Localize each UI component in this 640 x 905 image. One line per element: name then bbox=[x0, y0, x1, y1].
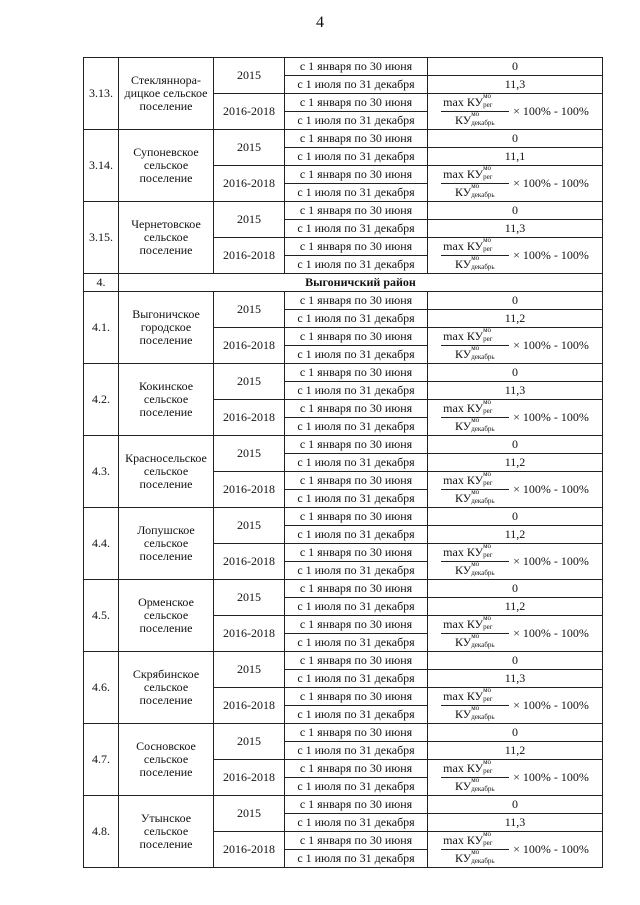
formula-denominator-indices bbox=[471, 704, 495, 722]
period-cell: с 1 июля по 31 декабря bbox=[285, 184, 428, 202]
period-cell: с 1 июля по 31 декабря bbox=[285, 418, 428, 436]
formula-fraction bbox=[441, 689, 509, 723]
value-cell: 0 bbox=[428, 130, 603, 148]
period-cell: с 1 июля по 31 декабря bbox=[285, 562, 428, 580]
year-cell: 2015 bbox=[214, 724, 285, 760]
formula-sup: мо bbox=[483, 93, 492, 100]
growth-formula bbox=[428, 545, 602, 579]
formula-denominator bbox=[455, 490, 495, 506]
formula-denominator-indices bbox=[471, 848, 495, 866]
value-cell: 11,2 bbox=[428, 454, 603, 472]
formula-sub-december: декабрь bbox=[471, 641, 495, 650]
period-cell: с 1 января по 30 июня bbox=[285, 544, 428, 562]
table-row bbox=[84, 364, 603, 382]
table-row bbox=[84, 652, 603, 670]
formula-max-text: max КУ bbox=[443, 238, 484, 253]
settlement-name: Скрябинское сельское поселение bbox=[119, 652, 214, 724]
period-cell: с 1 июля по 31 декабря bbox=[285, 706, 428, 724]
growth-formula bbox=[428, 167, 602, 201]
formula-sub-december: декабрь bbox=[471, 191, 495, 200]
value-cell: 0 bbox=[428, 292, 603, 310]
growth-formula bbox=[428, 473, 602, 507]
row-number: 4.5. bbox=[84, 580, 119, 652]
period-cell: с 1 января по 30 июня bbox=[285, 688, 428, 706]
settlement-name: Лопушское сельское поселение bbox=[119, 508, 214, 580]
section-title: Выгоничский район bbox=[119, 274, 603, 292]
value-cell: 11,3 bbox=[428, 382, 603, 400]
year-cell: 2016-2018 bbox=[214, 400, 285, 436]
period-cell: с 1 июля по 31 декабря bbox=[285, 634, 428, 652]
formula-numerator-indices bbox=[483, 687, 507, 704]
row-number: 4.1. bbox=[84, 292, 119, 364]
period-cell: с 1 января по 30 июня bbox=[285, 616, 428, 634]
formula-ku-text: КУ bbox=[454, 347, 472, 361]
formula-cell bbox=[428, 688, 603, 724]
value-cell: 0 bbox=[428, 724, 603, 742]
row-number: 4.4. bbox=[84, 508, 119, 580]
formula-max-text: max КУ bbox=[443, 94, 484, 109]
formula-sup: мо bbox=[471, 776, 480, 785]
period-cell: с 1 января по 30 июня bbox=[285, 472, 428, 490]
year-cell: 2015 bbox=[214, 202, 285, 238]
growth-formula bbox=[428, 401, 602, 435]
formula-cell bbox=[428, 328, 603, 364]
formula-max-text: max КУ bbox=[443, 544, 484, 559]
formula-max-text: max КУ bbox=[443, 400, 484, 415]
period-cell: с 1 июля по 31 декабря bbox=[285, 742, 428, 760]
growth-formula bbox=[428, 239, 602, 273]
year-cell: 2015 bbox=[214, 130, 285, 166]
formula-sup: мо bbox=[483, 687, 492, 694]
formula-denominator-indices bbox=[471, 344, 495, 362]
period-cell: с 1 июля по 31 декабря bbox=[285, 346, 428, 364]
growth-formula bbox=[428, 95, 602, 129]
formula-denominator-indices bbox=[471, 110, 495, 128]
formula-sup: мо bbox=[471, 632, 480, 641]
year-cell: 2016-2018 bbox=[214, 328, 285, 364]
formula-max-text: max КУ bbox=[443, 472, 484, 487]
formula-sup: мо bbox=[471, 704, 480, 713]
row-number: 4.8. bbox=[84, 796, 119, 868]
formula-sub-december: декабрь bbox=[471, 497, 495, 506]
formula-cell bbox=[428, 544, 603, 580]
period-cell: с 1 июля по 31 декабря bbox=[285, 310, 428, 328]
formula-tail: × 100% - 100% bbox=[513, 770, 589, 784]
row-number: 4.3. bbox=[84, 436, 119, 508]
formula-denominator-indices bbox=[471, 632, 495, 650]
year-cell: 2016-2018 bbox=[214, 94, 285, 130]
formula-sup: мо bbox=[483, 237, 492, 244]
growth-formula bbox=[428, 833, 602, 867]
formula-fraction bbox=[441, 401, 509, 435]
formula-sub-december: декабрь bbox=[471, 785, 495, 794]
year-cell: 2016-2018 bbox=[214, 616, 285, 652]
formula-sup: мо bbox=[483, 615, 492, 622]
year-cell: 2016-2018 bbox=[214, 472, 285, 508]
formula-max-text: max КУ bbox=[443, 328, 484, 343]
formula-denominator bbox=[455, 346, 495, 362]
period-cell: с 1 июля по 31 декабря bbox=[285, 670, 428, 688]
table-row bbox=[84, 724, 603, 742]
period-cell: с 1 июля по 31 декабря bbox=[285, 814, 428, 832]
formula-sup: мо bbox=[483, 327, 492, 334]
value-cell: 0 bbox=[428, 202, 603, 220]
period-cell: с 1 января по 30 июня bbox=[285, 724, 428, 742]
period-cell: с 1 июля по 31 декабря bbox=[285, 598, 428, 616]
formula-denominator bbox=[455, 778, 495, 794]
settlement-name: Сосновское сельское поселение bbox=[119, 724, 214, 796]
formula-fraction bbox=[441, 833, 509, 867]
period-cell: с 1 июля по 31 декабря bbox=[285, 112, 428, 130]
table-row bbox=[84, 436, 603, 454]
year-cell: 2015 bbox=[214, 58, 285, 94]
year-cell: 2016-2018 bbox=[214, 832, 285, 868]
period-cell: с 1 января по 30 июня bbox=[285, 652, 428, 670]
period-cell: с 1 января по 30 июня bbox=[285, 292, 428, 310]
formula-sup: мо bbox=[483, 165, 492, 172]
formula-numerator-indices bbox=[483, 543, 507, 560]
table-row bbox=[84, 796, 603, 814]
formula-numerator-indices bbox=[483, 93, 507, 110]
period-cell: с 1 января по 30 июня bbox=[285, 580, 428, 598]
period-cell: с 1 января по 30 июня bbox=[285, 202, 428, 220]
year-cell: 2015 bbox=[214, 796, 285, 832]
year-cell: 2015 bbox=[214, 652, 285, 688]
value-cell: 11,3 bbox=[428, 814, 603, 832]
formula-ku-text: КУ bbox=[454, 707, 472, 721]
formula-ku-text: КУ bbox=[454, 257, 472, 271]
formula-ku-text: КУ bbox=[454, 419, 472, 433]
formula-fraction bbox=[441, 329, 509, 363]
year-cell: 2016-2018 bbox=[214, 166, 285, 202]
row-number: 3.14. bbox=[84, 130, 119, 202]
formula-sub-december: декабрь bbox=[471, 263, 495, 272]
section-number: 4. bbox=[84, 274, 119, 292]
period-cell: с 1 января по 30 июня bbox=[285, 94, 428, 112]
row-number: 3.13. bbox=[84, 58, 119, 130]
period-cell: с 1 июля по 31 декабря bbox=[285, 220, 428, 238]
value-cell: 0 bbox=[428, 796, 603, 814]
settlement-name: Утынское сельское поселение bbox=[119, 796, 214, 868]
value-cell: 11,2 bbox=[428, 598, 603, 616]
formula-max-text: max КУ bbox=[443, 688, 484, 703]
formula-denominator-indices bbox=[471, 182, 495, 200]
row-number: 3.15. bbox=[84, 202, 119, 274]
formula-tail: × 100% - 100% bbox=[513, 626, 589, 640]
table-row bbox=[84, 508, 603, 526]
formula-sub-reg: рег bbox=[483, 335, 493, 343]
formula-ku-text: КУ bbox=[454, 563, 472, 577]
formula-denominator bbox=[455, 256, 495, 272]
formula-sub-december: декабрь bbox=[471, 569, 495, 578]
formula-cell bbox=[428, 472, 603, 508]
formula-max-text: max КУ bbox=[443, 760, 484, 775]
period-cell: с 1 июля по 31 декабря bbox=[285, 850, 428, 868]
year-cell: 2015 bbox=[214, 580, 285, 616]
value-cell: 0 bbox=[428, 436, 603, 454]
formula-fraction bbox=[441, 239, 509, 273]
formula-tail: × 100% - 100% bbox=[513, 338, 589, 352]
formula-ku-text: КУ bbox=[454, 491, 472, 505]
period-cell: с 1 января по 30 июня bbox=[285, 364, 428, 382]
formula-tail: × 100% - 100% bbox=[513, 698, 589, 712]
formula-sub-reg: рег bbox=[483, 695, 493, 703]
formula-cell bbox=[428, 832, 603, 868]
value-cell: 11,2 bbox=[428, 742, 603, 760]
year-cell: 2015 bbox=[214, 364, 285, 400]
formula-tail: × 100% - 100% bbox=[513, 176, 589, 190]
formula-sup: мо bbox=[471, 416, 480, 425]
settlement-name: Кокинское сельское поселение bbox=[119, 364, 214, 436]
formula-denominator bbox=[455, 706, 495, 722]
growth-formula bbox=[428, 761, 602, 795]
formula-denominator bbox=[455, 634, 495, 650]
page-number: 4 bbox=[316, 14, 324, 31]
formula-tail: × 100% - 100% bbox=[513, 554, 589, 568]
formula-sup: мо bbox=[471, 560, 480, 569]
formula-fraction bbox=[441, 95, 509, 129]
formula-denominator bbox=[455, 418, 495, 434]
formula-sup: мо bbox=[471, 344, 480, 353]
formula-tail: × 100% - 100% bbox=[513, 482, 589, 496]
period-cell: с 1 января по 30 июня bbox=[285, 130, 428, 148]
formula-sup: мо bbox=[483, 543, 492, 550]
formula-cell bbox=[428, 400, 603, 436]
period-cell: с 1 января по 30 июня bbox=[285, 58, 428, 76]
formula-tail: × 100% - 100% bbox=[513, 248, 589, 262]
period-cell: с 1 июля по 31 декабря bbox=[285, 778, 428, 796]
year-cell: 2015 bbox=[214, 436, 285, 472]
formula-sup: мо bbox=[471, 110, 480, 119]
period-cell: с 1 июля по 31 декабря bbox=[285, 490, 428, 508]
formula-numerator-indices bbox=[483, 831, 507, 848]
formula-max-text: max КУ bbox=[443, 616, 484, 631]
row-number: 4.7. bbox=[84, 724, 119, 796]
formula-sub-reg: рег bbox=[483, 245, 493, 253]
value-cell: 11,1 bbox=[428, 148, 603, 166]
formula-sub-reg: рег bbox=[483, 101, 493, 109]
formula-denominator bbox=[455, 850, 495, 866]
period-cell: с 1 июля по 31 декабря bbox=[285, 526, 428, 544]
growth-formula bbox=[428, 617, 602, 651]
period-cell: с 1 января по 30 июня bbox=[285, 328, 428, 346]
formula-sub-december: декабрь bbox=[471, 119, 495, 128]
formula-sub-december: декабрь bbox=[471, 857, 495, 866]
formula-fraction bbox=[441, 473, 509, 507]
value-cell: 11,3 bbox=[428, 670, 603, 688]
formula-ku-text: КУ bbox=[454, 851, 472, 865]
formula-sup: мо bbox=[471, 182, 480, 191]
period-cell: с 1 января по 30 июня bbox=[285, 400, 428, 418]
settlement-name: Выгоничское городское поселение bbox=[119, 292, 214, 364]
formula-cell bbox=[428, 94, 603, 130]
formula-sub-december: декабрь bbox=[471, 713, 495, 722]
formula-sub-reg: рег bbox=[483, 479, 493, 487]
section-header-row bbox=[84, 274, 603, 292]
formula-ku-text: КУ bbox=[454, 113, 472, 127]
formula-denominator-indices bbox=[471, 488, 495, 506]
formula-fraction bbox=[441, 761, 509, 795]
value-cell: 11,2 bbox=[428, 526, 603, 544]
formula-sup: мо bbox=[471, 254, 480, 263]
settlement-name: Супоневское сельское поселение bbox=[119, 130, 214, 202]
period-cell: с 1 января по 30 июня bbox=[285, 760, 428, 778]
formula-ku-text: КУ bbox=[454, 635, 472, 649]
formula-numerator-indices bbox=[483, 759, 507, 776]
row-number: 4.2. bbox=[84, 364, 119, 436]
table-row bbox=[84, 202, 603, 220]
value-cell: 0 bbox=[428, 508, 603, 526]
value-cell: 11,2 bbox=[428, 310, 603, 328]
formula-sup: мо bbox=[483, 399, 492, 406]
period-cell: с 1 июля по 31 декабря bbox=[285, 382, 428, 400]
tariff-table bbox=[83, 57, 603, 868]
period-cell: с 1 июля по 31 декабря bbox=[285, 76, 428, 94]
formula-cell bbox=[428, 760, 603, 796]
row-number: 4.6. bbox=[84, 652, 119, 724]
period-cell: с 1 июля по 31 декабря bbox=[285, 256, 428, 274]
value-cell: 0 bbox=[428, 580, 603, 598]
formula-sub-december: декабрь bbox=[471, 353, 495, 362]
period-cell: с 1 июля по 31 декабря bbox=[285, 148, 428, 166]
settlement-name: Стеклянноpа-дицкое сельское поселение bbox=[119, 58, 214, 130]
formula-denominator bbox=[455, 184, 495, 200]
growth-formula bbox=[428, 689, 602, 723]
formula-tail: × 100% - 100% bbox=[513, 842, 589, 856]
formula-sub-reg: рег bbox=[483, 407, 493, 415]
formula-max-text: max КУ bbox=[443, 832, 484, 847]
formula-fraction bbox=[441, 167, 509, 201]
formula-denominator-indices bbox=[471, 254, 495, 272]
formula-denominator-indices bbox=[471, 416, 495, 434]
period-cell: с 1 января по 30 июня bbox=[285, 508, 428, 526]
formula-sup: мо bbox=[483, 471, 492, 478]
formula-numerator-indices bbox=[483, 165, 507, 182]
formula-numerator-indices bbox=[483, 471, 507, 488]
table-row bbox=[84, 292, 603, 310]
formula-cell bbox=[428, 166, 603, 202]
formula-numerator-indices bbox=[483, 399, 507, 416]
value-cell: 0 bbox=[428, 364, 603, 382]
formula-sub-reg: рег bbox=[483, 767, 493, 775]
value-cell: 0 bbox=[428, 652, 603, 670]
formula-sub-reg: рег bbox=[483, 839, 493, 847]
formula-denominator-indices bbox=[471, 776, 495, 794]
formula-ku-text: КУ bbox=[454, 779, 472, 793]
formula-sup: мо bbox=[471, 848, 480, 857]
table-row bbox=[84, 58, 603, 76]
formula-tail: × 100% - 100% bbox=[513, 104, 589, 118]
value-cell: 11,3 bbox=[428, 220, 603, 238]
formula-sup: мо bbox=[483, 759, 492, 766]
formula-fraction bbox=[441, 545, 509, 579]
year-cell: 2015 bbox=[214, 508, 285, 544]
formula-cell bbox=[428, 238, 603, 274]
year-cell: 2016-2018 bbox=[214, 760, 285, 796]
period-cell: с 1 января по 30 июня bbox=[285, 238, 428, 256]
formula-ku-text: КУ bbox=[454, 185, 472, 199]
formula-cell bbox=[428, 616, 603, 652]
formula-tail: × 100% - 100% bbox=[513, 410, 589, 424]
formula-numerator-indices bbox=[483, 615, 507, 632]
formula-sub-reg: рег bbox=[483, 551, 493, 559]
table-row bbox=[84, 580, 603, 598]
formula-numerator-indices bbox=[483, 237, 507, 254]
period-cell: с 1 января по 30 июня bbox=[285, 796, 428, 814]
formula-sub-december: декабрь bbox=[471, 425, 495, 434]
year-cell: 2016-2018 bbox=[214, 238, 285, 274]
formula-sub-reg: рег bbox=[483, 173, 493, 181]
year-cell: 2015 bbox=[214, 292, 285, 328]
formula-denominator-indices bbox=[471, 560, 495, 578]
settlement-name: Орменское сельское поселение bbox=[119, 580, 214, 652]
year-cell: 2016-2018 bbox=[214, 544, 285, 580]
formula-numerator-indices bbox=[483, 327, 507, 344]
settlement-name: Чернетовское сельское поселение bbox=[119, 202, 214, 274]
table-row bbox=[84, 130, 603, 148]
period-cell: с 1 июля по 31 декабря bbox=[285, 454, 428, 472]
settlement-name: Красносельское сельское поселение bbox=[119, 436, 214, 508]
value-cell: 0 bbox=[428, 58, 603, 76]
period-cell: с 1 января по 30 июня bbox=[285, 436, 428, 454]
formula-denominator bbox=[455, 112, 495, 128]
formula-max-text: max КУ bbox=[443, 166, 484, 181]
formula-denominator bbox=[455, 562, 495, 578]
formula-sub-reg: рег bbox=[483, 623, 493, 631]
period-cell: с 1 января по 30 июня bbox=[285, 832, 428, 850]
growth-formula bbox=[428, 329, 602, 363]
formula-sup: мо bbox=[471, 488, 480, 497]
formula-fraction bbox=[441, 617, 509, 651]
value-cell: 11,3 bbox=[428, 76, 603, 94]
period-cell: с 1 января по 30 июня bbox=[285, 166, 428, 184]
formula-sup: мо bbox=[483, 831, 492, 838]
year-cell: 2016-2018 bbox=[214, 688, 285, 724]
